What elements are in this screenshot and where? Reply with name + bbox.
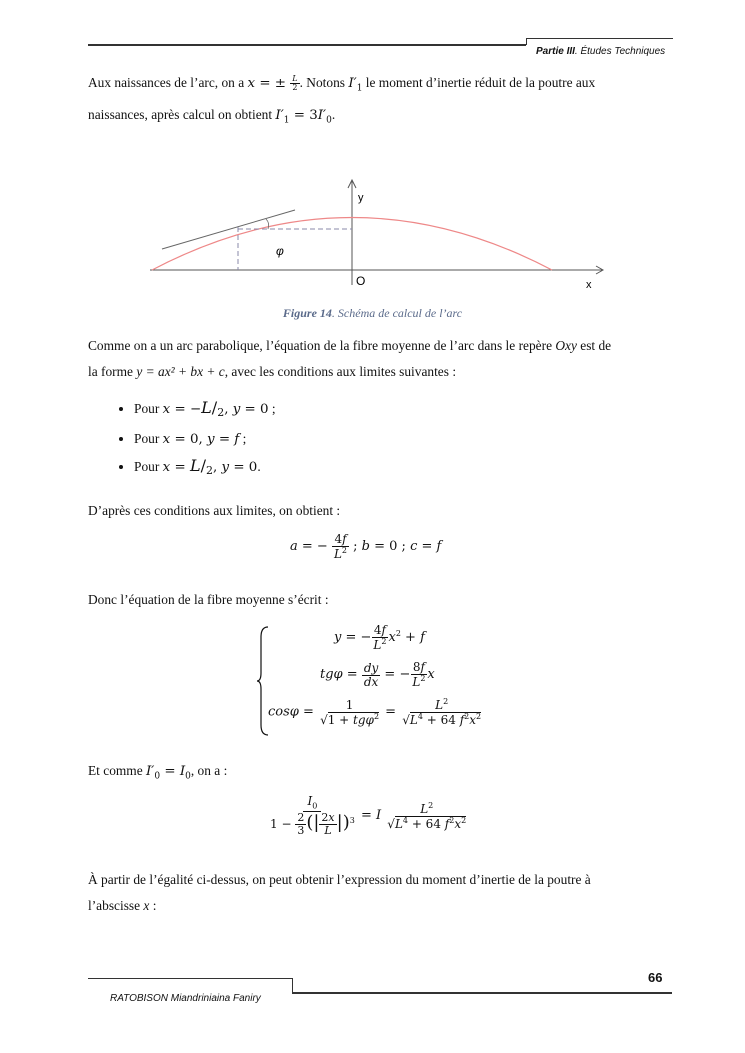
footer-rule-step [88,978,293,993]
intro-line-1: Aux naissances de l’arc, on a x = ± $\frac{L}{2}$ . Notons $I'_1$ le moment d’inertie réduit de la poutre aux [88,73,596,94]
para2-text-2a: la forme [88,364,137,379]
para3: D’après ces conditions aux limites, on obtient : [88,503,341,518]
header-part-title: . Études Techniques [574,46,666,57]
para5-text-b: , on a : [190,763,228,778]
system-eq-2: tgφ = $\frac{dy}{dx}$ = − $\frac{8f}{L^2}$ x [320,660,435,690]
axis-x-label: x [586,279,592,291]
para2-line-1 [88,336,611,356]
header-part-label: Partie III [536,46,575,57]
list-item: • Pour x = 0, y = f ; [134,429,276,450]
para5-text-a: Et comme [88,763,147,778]
bullet-semi-2: ; [239,431,247,446]
para6-text-2b: : [149,898,157,913]
page-number: 66 [648,970,663,985]
system-eq-1: y = − $\frac{4f}{L^2}$ $x^2 + f$ [334,623,425,653]
list-item: • Pour $x = L/_2$, y = 0. [134,456,276,481]
intro-text-2: . Notons [299,75,349,90]
system-eq-3: cosφ = $\frac{1}{√1 + tg\varphi^2}$ = $\frac{L^2}{√L^4 + 64 f^2x^2}$ [268,697,482,728]
bullet-dot-3: . [257,459,261,474]
figure-caption-text: . Schéma de calcul de l’arc [331,306,463,320]
footer-rule [292,992,672,994]
para6-line-1: À partir de l’égalité ci-dessus, on peut obtenir l’expression du moment d’inertie de la poutre à [88,872,591,887]
equation-coefficients: a = − $\frac{4f}{L^2}$ ; b = 0 ; c = f [290,532,442,562]
axis-y-label: y [358,192,364,204]
para6-text-2a: l’abscisse [88,898,144,913]
angle-label: φ [276,244,284,258]
main-equality: $I_0$ 1 − $\frac{2}{3}$ (| $\frac{2x}{L}$ |)$^3$ = I $\frac{L^2}{√L^4 + 64 f^2x^2}$ [270,794,467,838]
para4: Donc l’équation de la fibre moyenne s’écrit : [88,592,329,607]
bullet-pour-2: Pour [134,431,163,446]
para6-x: x [143,898,150,913]
para6-line-2 [88,896,156,916]
para2-text-2b: , avec les conditions aux limites suivantes : [224,364,457,379]
list-item: • Pour $x = -L/_2$, y = 0 ; [134,398,276,423]
para5: Et comme $I'_0 = I_0$, on a : [88,763,228,782]
header-title [536,46,665,57]
para2-oxy: Oxy [555,338,577,353]
intro-math-frac: $\frac{L}{2}$ [292,73,298,93]
figure-caption [0,306,745,321]
intro-text-1: Aux naissances de l’arc, on a [88,75,248,90]
para2-equation: y = ax² + bx + c [136,364,225,379]
bullet-semi-1: ; [268,401,276,416]
para2-text-1: Comme on a un arc parabolique, l’équation de la fibre moyenne de l’arc dans le repère [88,338,556,353]
intro-math-x: x [247,76,256,91]
intro-text-3: le moment d’inertie réduit de la poutre aux [362,75,596,90]
header-rule-step [526,38,673,45]
figure-label: Figure 14 [282,306,332,320]
boundary-conditions-list [100,398,276,485]
bullet-pour-1: Pour [134,401,163,416]
para2-text-1b: est de [576,338,612,353]
para2-line-2 [88,362,456,382]
intro-text-4: naissances, après calcul on obtient [88,107,276,122]
header-rule [88,44,526,46]
bullet-pour-3: Pour [134,459,163,474]
origin-label: O [356,274,366,288]
intro-line-2: naissances, après calcul on obtient $I'_1 = 3I'_0$. [88,107,336,126]
arc-diagram [140,175,615,295]
footer-author: RATOBISON Miandriniaina Faniry [110,993,261,1004]
intro-text-5: . [331,107,336,122]
